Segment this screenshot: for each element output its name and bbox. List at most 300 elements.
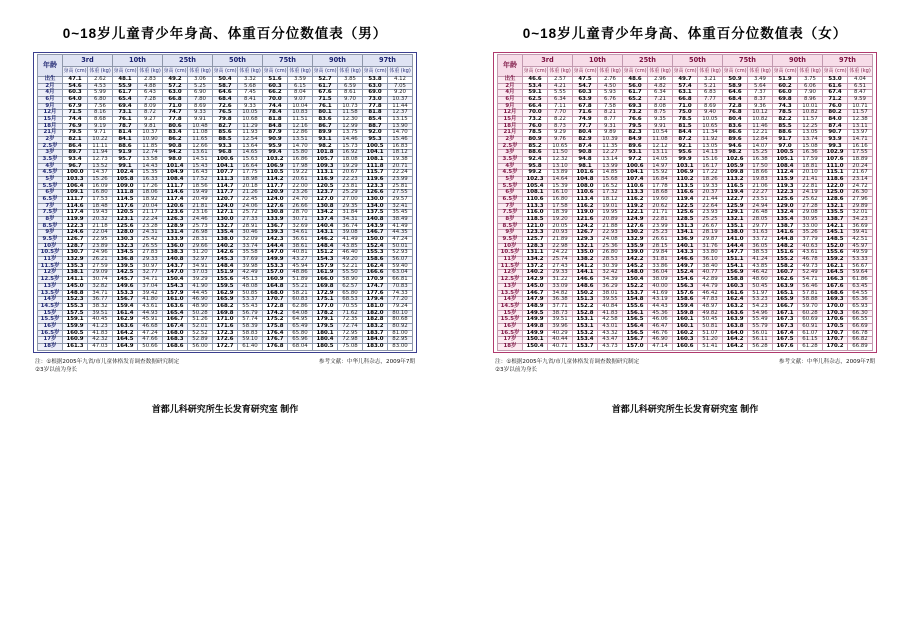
cell-height: 143.3 <box>673 250 698 257</box>
cell-weight: 12.12 <box>648 143 673 150</box>
cell-weight: 52.93 <box>388 250 413 257</box>
cell-height: 48.1 <box>113 77 138 84</box>
cell-height: 54.7 <box>573 83 598 90</box>
cell-weight: 8.09 <box>138 103 163 110</box>
cell-height: 157.9 <box>163 290 188 297</box>
cell-height: 99.2 <box>523 170 548 177</box>
cell-weight: 42.51 <box>848 237 873 244</box>
cell-weight: 25.73 <box>188 223 213 230</box>
cell-weight: 38.40 <box>698 263 723 270</box>
cell-weight: 11.29 <box>238 123 263 130</box>
cell-height: 121.0 <box>523 223 548 230</box>
cell-weight: 50.66 <box>138 343 163 350</box>
cell-height: 67.9 <box>63 103 88 110</box>
cell-height: 132.1 <box>573 243 598 250</box>
row-age-label: 2.5岁 <box>498 143 523 150</box>
row-age-label: 6月 <box>38 97 63 104</box>
cell-weight: 6.06 <box>798 83 823 90</box>
cell-weight: 48.97 <box>698 303 723 310</box>
cell-height: 60.3 <box>63 90 88 97</box>
reference-text: 参考文献：中华儿科杂志，2009年7期 <box>778 358 875 365</box>
cell-weight: 66.69 <box>848 323 873 330</box>
table-head <box>38 55 413 77</box>
cell-height: 82.1 <box>63 137 88 144</box>
cell-weight: 51.26 <box>188 317 213 324</box>
cell-height: 154.3 <box>163 283 188 290</box>
cell-weight: 46.76 <box>648 330 673 337</box>
cell-height: 160.9 <box>63 337 88 344</box>
cell-weight: 25.81 <box>388 183 413 190</box>
sub-header-weight: 体重 (kg) <box>748 67 773 77</box>
cell-height: 74.7 <box>163 110 188 117</box>
cell-height: 148.6 <box>573 283 598 290</box>
cell-height: 165.4 <box>163 310 188 317</box>
cell-weight: 48.90 <box>188 303 213 310</box>
cell-height: 60.3 <box>263 83 288 90</box>
cell-weight: 55.21 <box>288 283 313 290</box>
cell-weight: 4.21 <box>548 83 573 90</box>
cell-weight: 11.85 <box>138 143 163 150</box>
sub-header-weight: 体重 (kg) <box>848 67 873 77</box>
row-age-label: 11岁 <box>498 257 523 264</box>
row-age-label: 5岁 <box>498 177 523 184</box>
cell-height: 120.5 <box>113 210 138 217</box>
cell-height: 69.0 <box>363 90 388 97</box>
row-age-label: 7.5岁 <box>38 210 63 217</box>
cell-height: 136.8 <box>113 257 138 264</box>
cell-height: 132.9 <box>623 237 648 244</box>
cell-weight: 43.27 <box>288 257 313 264</box>
cell-weight: 48.60 <box>748 277 773 284</box>
cell-height: 152.3 <box>63 297 88 304</box>
cell-weight: 42.58 <box>598 317 623 324</box>
cell-height: 164.8 <box>263 283 288 290</box>
cell-height: 159.1 <box>63 317 88 324</box>
table-row <box>498 283 873 290</box>
cell-weight: 58.83 <box>238 330 263 337</box>
row-age-label: 2.5岁 <box>38 143 63 150</box>
footer-female: 首都儿科研究所生长发育研究室 制作 <box>611 404 759 415</box>
cell-weight: 8.96 <box>798 97 823 104</box>
cell-height: 167.6 <box>823 283 848 290</box>
cell-weight: 12.54 <box>238 137 263 144</box>
row-age-label: 5.5岁 <box>38 183 63 190</box>
cell-weight: 30.39 <box>598 263 623 270</box>
cell-weight: 21.89 <box>548 237 573 244</box>
cell-height: 153.1 <box>573 323 598 330</box>
cell-weight: 16.43 <box>188 170 213 177</box>
cell-weight: 2.62 <box>88 77 113 84</box>
cell-height: 131.3 <box>673 223 698 230</box>
cell-height: 107.4 <box>623 177 648 184</box>
cell-weight: 15.68 <box>598 177 623 184</box>
cell-weight: 47.66 <box>138 337 163 344</box>
growth-table-female <box>497 54 873 351</box>
cell-height: 48.6 <box>623 77 648 84</box>
cell-weight: 37.69 <box>238 257 263 264</box>
cell-height: 140.1 <box>673 243 698 250</box>
cell-weight: 12.74 <box>138 150 163 157</box>
cell-height: 128.0 <box>113 230 138 237</box>
cell-height: 131.4 <box>163 230 188 237</box>
cell-height: 112.4 <box>773 170 798 177</box>
cell-height: 72.8 <box>723 103 748 110</box>
cell-weight: 30.95 <box>798 217 823 224</box>
cell-height: 108.1 <box>523 190 548 197</box>
cell-height: 92.0 <box>363 130 388 137</box>
cell-height: 69.4 <box>113 103 138 110</box>
cell-weight: 36.29 <box>598 283 623 290</box>
cell-weight: 62.86 <box>288 303 313 310</box>
cell-weight: 32.01 <box>848 210 873 217</box>
cell-weight: 32.41 <box>388 203 413 210</box>
cell-weight: 34.39 <box>598 277 623 284</box>
cell-height: 150.2 <box>573 290 598 297</box>
cell-height: 79.8 <box>213 117 238 124</box>
cell-weight: 80.68 <box>388 317 413 324</box>
cell-weight: 49.20 <box>338 257 363 264</box>
cell-weight: 19.43 <box>88 210 113 217</box>
cell-weight: 40.84 <box>598 303 623 310</box>
cell-height: 176.8 <box>263 343 288 350</box>
cell-weight: 20.89 <box>598 217 623 224</box>
cell-height: 161.0 <box>163 297 188 304</box>
row-age-label: 6.5岁 <box>38 197 63 204</box>
cell-weight: 28.91 <box>238 223 263 230</box>
cell-height: 84.8 <box>263 123 288 130</box>
cell-height: 140.8 <box>163 257 188 264</box>
cell-height: 144.4 <box>723 243 748 250</box>
cell-height: 88.7 <box>363 123 388 130</box>
row-age-label: 3.5岁 <box>498 157 523 164</box>
cell-height: 130.8 <box>263 210 288 217</box>
cell-height: 166.7 <box>163 317 188 324</box>
cell-weight: 42.89 <box>698 277 723 284</box>
cell-height: 111.7 <box>163 183 188 190</box>
cell-height: 135.0 <box>573 250 598 257</box>
cell-height: 155.6 <box>623 303 648 310</box>
cell-height: 137.4 <box>313 217 338 224</box>
cell-height: 101.6 <box>573 170 598 177</box>
cell-height: 95.7 <box>113 157 138 164</box>
cell-height: 123.3 <box>363 183 388 190</box>
row-age-label: 3.5岁 <box>38 157 63 164</box>
cell-weight: 22.98 <box>548 243 573 250</box>
cell-height: 167.4 <box>773 330 798 337</box>
cell-height: 132.4 <box>773 210 798 217</box>
table-head <box>498 55 873 77</box>
cell-weight: 54.71 <box>798 277 823 284</box>
cell-weight: 21.18 <box>88 223 113 230</box>
row-age-label: 13.5岁 <box>498 290 523 297</box>
cell-weight: 11.44 <box>388 103 413 110</box>
cell-weight: 9.35 <box>648 117 673 124</box>
col-header-p97: 97th <box>363 55 413 67</box>
cell-weight: 31.84 <box>338 210 363 217</box>
cell-height: 160.1 <box>673 317 698 324</box>
cell-height: 108.1 <box>363 157 388 164</box>
cell-height: 93.4 <box>63 157 88 164</box>
cell-weight: 5.93 <box>598 90 623 97</box>
cell-height: 172.6 <box>213 337 238 344</box>
cell-height: 113.5 <box>673 183 698 190</box>
cell-height: 147.9 <box>523 297 548 304</box>
cell-height: 115.7 <box>363 170 388 177</box>
cell-weight: 45.36 <box>648 310 673 317</box>
cell-weight: 81.00 <box>388 330 413 337</box>
cell-weight: 64.55 <box>848 290 873 297</box>
cell-weight: 5.55 <box>548 90 573 97</box>
cell-height: 93.9 <box>823 137 848 144</box>
cell-weight: 39.08 <box>338 230 363 237</box>
cell-weight: 3.06 <box>188 77 213 84</box>
cell-weight: 51.07 <box>698 330 723 337</box>
cell-height: 141.1 <box>63 277 88 284</box>
cell-height: 130.8 <box>313 203 338 210</box>
cell-height: 167.6 <box>773 343 798 350</box>
cell-height: 54.6 <box>63 83 88 90</box>
cell-height: 175.2 <box>263 317 288 324</box>
cell-weight: 49.82 <box>698 310 723 317</box>
cell-weight: 10.39 <box>598 137 623 144</box>
col-header-p3: 3rd <box>63 55 113 67</box>
row-age-label: 21月 <box>498 130 523 137</box>
cell-weight: 16.10 <box>548 190 573 197</box>
row-age-label: 12月 <box>498 110 523 117</box>
cell-height: 111.3 <box>213 177 238 184</box>
cell-weight: 63.45 <box>848 283 873 290</box>
cell-height: 159.4 <box>673 303 698 310</box>
cell-weight: 44.43 <box>648 303 673 310</box>
cell-weight: 25.29 <box>338 190 363 197</box>
cell-height: 80.9 <box>523 137 548 144</box>
cell-height: 136.9 <box>673 237 698 244</box>
cell-height: 126.3 <box>163 217 188 224</box>
table-frame-male <box>33 52 417 353</box>
cell-height: 98.2 <box>313 143 338 150</box>
cell-weight: 27.28 <box>798 203 823 210</box>
cell-height: 75.0 <box>673 110 698 117</box>
cell-height: 87.4 <box>823 123 848 130</box>
cell-height: 117.7 <box>213 190 238 197</box>
cell-weight: 20.37 <box>698 190 723 197</box>
cell-weight: 37.71 <box>548 303 573 310</box>
cell-weight: 11.11 <box>88 143 113 150</box>
cell-height: 97.0 <box>773 143 798 150</box>
cell-height: 150.0 <box>363 237 388 244</box>
cell-weight: 35.26 <box>798 230 823 237</box>
cell-height: 135.4 <box>773 217 798 224</box>
cell-weight: 28.53 <box>598 257 623 264</box>
cell-weight: 16.84 <box>648 177 673 184</box>
cell-weight: 19.29 <box>338 163 363 170</box>
cell-weight: 32.77 <box>138 270 163 277</box>
cell-weight: 43.19 <box>648 297 673 304</box>
cell-weight: 13.51 <box>288 137 313 144</box>
cell-weight: 25.72 <box>238 210 263 217</box>
cell-weight: 9.31 <box>598 123 623 130</box>
cell-weight: 39.42 <box>138 290 163 297</box>
cell-weight: 8.73 <box>548 123 573 130</box>
cell-height: 87.2 <box>673 137 698 144</box>
cell-weight: 21.88 <box>598 223 623 230</box>
cell-height: 143.7 <box>163 263 188 270</box>
cell-weight: 11.57 <box>798 117 823 124</box>
cell-height: 169.8 <box>213 310 238 317</box>
cell-height: 89.6 <box>723 137 748 144</box>
cell-weight: 9.70 <box>338 97 363 104</box>
cell-weight: 20.32 <box>88 217 113 224</box>
cell-weight: 34.23 <box>848 217 873 224</box>
cell-height: 110.6 <box>623 183 648 190</box>
row-age-label: 14.5岁 <box>38 303 63 310</box>
cell-weight: 70.83 <box>388 283 413 290</box>
cell-height: 170.7 <box>823 330 848 337</box>
cell-height: 156.7 <box>623 337 648 344</box>
cell-weight: 59.70 <box>798 303 823 310</box>
cell-height: 146.6 <box>673 257 698 264</box>
cell-height: 174.7 <box>363 283 388 290</box>
cell-height: 111.8 <box>113 190 138 197</box>
cell-weight: 11.57 <box>848 110 873 117</box>
cell-height: 98.1 <box>573 163 598 170</box>
cell-height: 159.8 <box>673 310 698 317</box>
cell-weight: 50.28 <box>188 310 213 317</box>
cell-height: 76.0 <box>823 103 848 110</box>
cell-weight: 32.97 <box>188 257 213 264</box>
cell-weight: 7.05 <box>388 83 413 90</box>
cell-height: 137.2 <box>523 263 548 270</box>
row-age-label: 12月 <box>38 110 63 117</box>
cell-weight: 9.07 <box>288 97 313 104</box>
cell-height: 128.5 <box>673 217 698 224</box>
cell-height: 62.5 <box>523 97 548 104</box>
cell-weight: 16.83 <box>388 143 413 150</box>
cell-height: 111.7 <box>63 197 88 204</box>
cell-weight: 51.41 <box>698 343 723 350</box>
cell-height: 155.3 <box>63 303 88 310</box>
cell-height: 161.4 <box>113 310 138 317</box>
cell-height: 145.3 <box>213 257 238 264</box>
cell-height: 123.7 <box>313 190 338 197</box>
cell-weight: 13.75 <box>338 130 363 137</box>
cell-weight: 19.20 <box>548 217 573 224</box>
cell-height: 110.6 <box>573 190 598 197</box>
cell-height: 49.2 <box>163 77 188 84</box>
cell-height: 162.1 <box>823 263 848 270</box>
cell-height: 165.1 <box>773 290 798 297</box>
cell-weight: 18.06 <box>138 190 163 197</box>
cell-weight: 2.83 <box>138 77 163 84</box>
cell-weight: 7.56 <box>88 103 113 110</box>
row-age-label: 16岁 <box>498 323 523 330</box>
cell-weight: 3.21 <box>698 77 723 84</box>
cell-weight: 14.70 <box>388 130 413 137</box>
cell-height: 116.9 <box>313 177 338 184</box>
cell-height: 104.1 <box>213 163 238 170</box>
cell-weight: 8.04 <box>288 90 313 97</box>
cell-weight: 70.55 <box>338 303 363 310</box>
growth-table-male <box>37 54 413 351</box>
cell-height: 90.8 <box>573 150 598 157</box>
cell-weight: 15.26 <box>88 177 113 184</box>
cell-height: 53.0 <box>823 77 848 84</box>
row-age-label: 16岁 <box>38 323 63 330</box>
cell-height: 158.6 <box>673 297 698 304</box>
cell-weight: 60.69 <box>798 317 823 324</box>
cell-height: 130.0 <box>213 217 238 224</box>
cell-weight: 6.76 <box>598 97 623 104</box>
cell-weight: 33.00 <box>798 223 823 230</box>
col-header-age: 年龄 <box>38 55 63 77</box>
cell-weight: 27.33 <box>238 217 263 224</box>
cell-weight: 10.83 <box>288 110 313 117</box>
cell-weight: 16.36 <box>798 150 823 157</box>
cell-height: 146.7 <box>363 230 388 237</box>
cell-weight: 10.73 <box>338 103 363 110</box>
cell-weight: 41.69 <box>648 290 673 297</box>
cell-weight: 17.58 <box>548 203 573 210</box>
cell-weight: 10.54 <box>648 130 673 137</box>
cell-height: 46.6 <box>523 77 548 84</box>
cell-height: 70.0 <box>263 97 288 104</box>
cell-weight: 21.81 <box>188 203 213 210</box>
cell-height: 126.7 <box>573 230 598 237</box>
cell-weight: 14.13 <box>698 150 723 157</box>
cell-height: 148.4 <box>313 243 338 250</box>
cell-weight: 32.42 <box>598 270 623 277</box>
cell-weight: 72.74 <box>338 323 363 330</box>
cell-height: 95.9 <box>263 143 288 150</box>
cell-weight: 19.95 <box>598 210 623 217</box>
cell-weight: 40.45 <box>88 317 113 324</box>
cell-height: 67.8 <box>573 103 598 110</box>
cell-weight: 24.31 <box>138 230 163 237</box>
cell-weight: 11.92 <box>698 137 723 144</box>
cell-height: 100.5 <box>363 143 388 150</box>
cell-weight: 55.43 <box>238 303 263 310</box>
cell-weight: 53.23 <box>748 297 773 304</box>
cell-weight: 7.58 <box>598 103 623 110</box>
cell-height: 125.9 <box>723 203 748 210</box>
cell-weight: 33.80 <box>698 250 723 257</box>
cell-height: 158.6 <box>363 257 388 264</box>
cell-weight: 15.73 <box>338 143 363 150</box>
cell-weight: 46.42 <box>698 290 723 297</box>
cell-weight: 25.62 <box>798 197 823 204</box>
row-age-label: 16.5岁 <box>38 330 63 337</box>
cell-height: 55.9 <box>113 83 138 90</box>
cell-height: 156.5 <box>623 330 648 337</box>
cell-height: 119.3 <box>773 183 798 190</box>
cell-height: 119.0 <box>573 210 598 217</box>
cell-height: 102.9 <box>823 150 848 157</box>
cell-weight: 29.87 <box>698 237 723 244</box>
cell-height: 107.6 <box>823 157 848 164</box>
row-age-label: 11.5岁 <box>498 263 523 270</box>
cell-weight: 45.97 <box>848 243 873 250</box>
cell-weight: 10.37 <box>138 130 163 137</box>
cell-weight: 17.52 <box>188 177 213 184</box>
cell-weight: 3.49 <box>748 77 773 84</box>
cell-weight: 10.71 <box>848 103 873 110</box>
cell-height: 116.0 <box>523 210 548 217</box>
cell-height: 76.8 <box>723 110 748 117</box>
cell-weight: 14.07 <box>748 143 773 150</box>
cell-height: 172.9 <box>313 290 338 297</box>
cell-height: 119.2 <box>623 203 648 210</box>
sub-header-height: 身高 (cm) <box>213 67 238 77</box>
